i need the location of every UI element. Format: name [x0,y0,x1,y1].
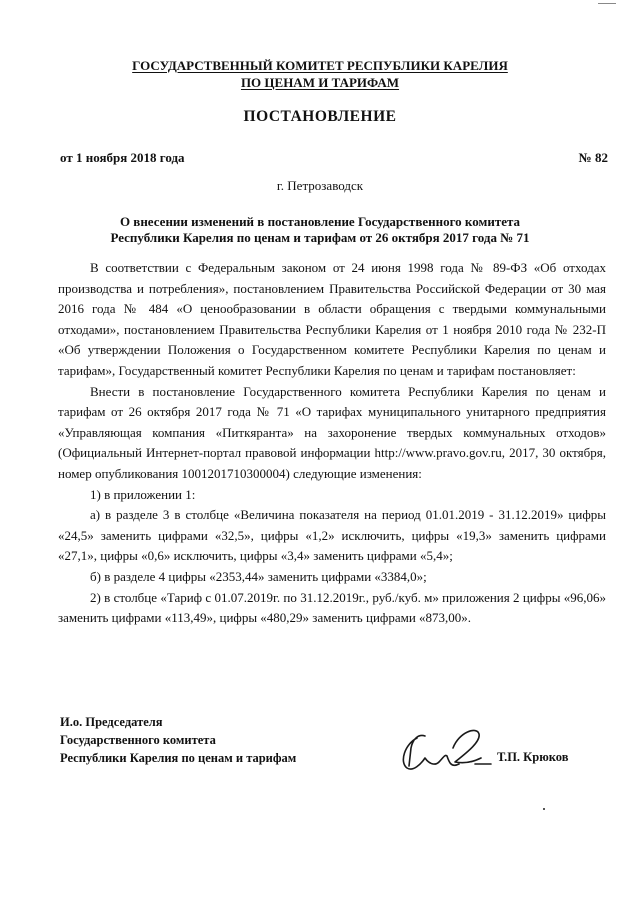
document-type: ПОСТАНОВЛЕНИЕ [243,108,397,125]
paragraph-item-2: 2) в столбце «Тариф с 01.07.2019г. по 31.12.2019г., руб./куб. м» приложения 2 цифры «96,06» заменить цифрами «113,49», цифры «480,29» заменить цифрами «873,00». [58,589,606,626]
paragraph-item-1b: б) в разделе 4 цифры «2353,44» заменить цифрами «3384,0»; [90,568,427,584]
document-subject [0,214,640,246]
paragraph-preamble: В соответствии с Федеральным законом от 24 июня 1998 года № 89-ФЗ «Об отходах производства и потребления», постановлением Правительства Российской Федерации от 30 мая 2016 года № 484 «О ценообразовании в области обращения с твердыми коммунальными отходами», постановлением Правительства Республики Карелия от 1 ноября 2010 года № 232-П «Об утверждении Положения о Государственном комитете Республики Карелия по ценам и тарифам», Государственный комитет Республики Карелия по ценам и тарифам постановляет: [58,260,606,378]
signer-name: Т.П. Крюков [497,750,569,764]
signature-title-line1: И.о. Председателя [60,715,163,729]
paragraph-amendment-intro: Внести в постановление Государственного комитета Республики Карелия по ценам и тарифам от 26 октября 2017 года № 71 «О тарифах муниципального унитарного предприятия «Управляющая компания «Питкяранта» на захоронение твердых коммунальных отходов» (Официальный Интернет-портал правовой информации http://www.pravo.gov.ru, 2017, 30 октября, номер опубликования 1001201710300004) следующие изменения: [58,383,606,481]
committee-header-line2: ПО ЦЕНАМ И ТАРИФАМ [240,75,400,90]
signature-title-line2: Государственного комитета [60,733,216,747]
paragraph-item-1a: а) в разделе 3 в столбце «Величина показателя на период 01.01.2019 - 31.12.2019» цифры «24,5» заменить цифрами «32,5», цифры «1,2» исключить, цифры «19,3» заменить цифрами «27,1», цифры «0,6» исключить, цифры «3,4» заменить цифрами «5,4»; [58,507,606,564]
signature-title-line3: Республики Карелия по ценам и тарифам [60,751,297,765]
document-number: № 82 [578,150,608,165]
handwritten-signature-icon [395,718,495,778]
committee-header-line1: ГОСУДАРСТВЕННЫЙ КОМИТЕТ РЕСПУБЛИКИ КАРЕЛИЯ [132,58,508,73]
scan-speck [543,808,545,810]
document-body [58,258,606,629]
document-date: от 1 ноября 2018 года [60,150,185,165]
document-city: г. Петрозаводск [276,178,364,193]
subject-line2: Республики Карелия по ценам и тарифам от 26 октября 2017 года № 71 [110,230,530,245]
scan-mark [598,3,616,4]
paragraph-item-1: 1) в приложении 1: [90,486,196,502]
signature-title-block [60,713,296,767]
subject-line1: О внесении изменений в постановление Государственного комитета [119,214,521,229]
